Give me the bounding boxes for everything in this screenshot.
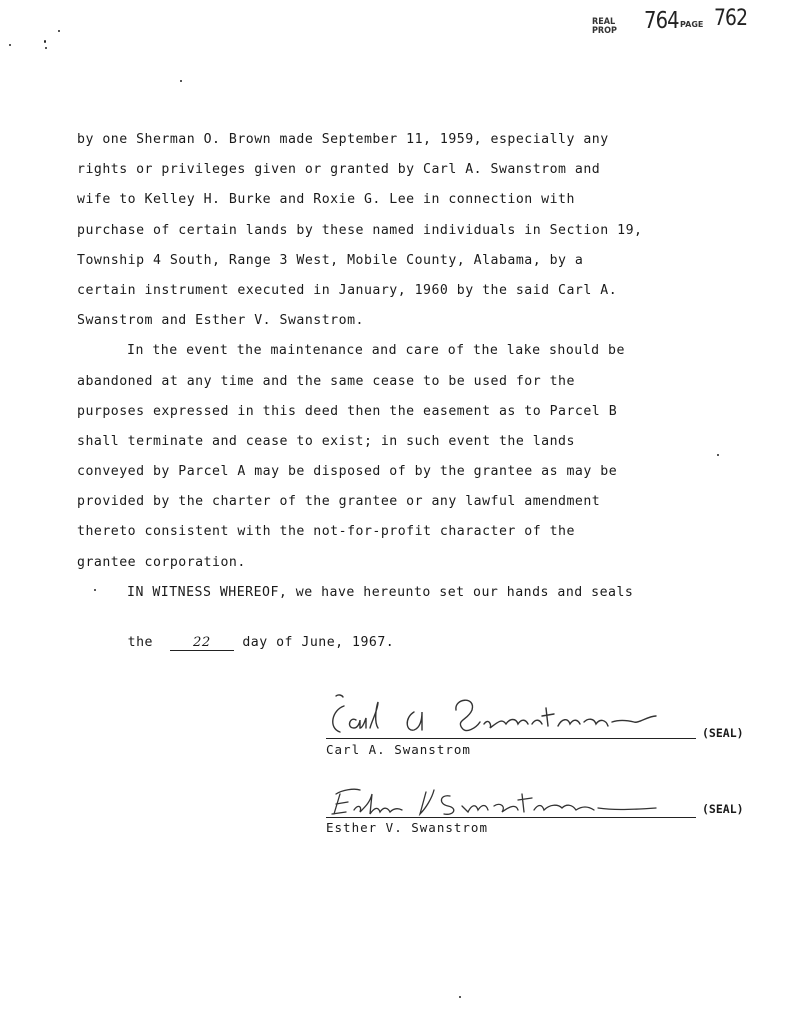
body-line: conveyed by Parcel A may be disposed of by the grantee as may be [77,464,618,480]
body-line: provided by the charter of the grantee or any lawful amendment [77,494,601,510]
body-line: certain instrument executed in January, 1960 by the said Carl A. [77,282,618,298]
deed-body [77,130,737,650]
body-line: Township 4 South, Range 3 West, Mobile County, Alabama, by a [77,252,584,268]
body-line: by one Sherman O. Brown made September 11, 1959, especially any [77,132,609,147]
body-line: Swanstrom and Esther V. Swanstrom. [77,313,364,329]
esther-signature-image [326,780,696,820]
body-line: purposes expressed in this deed then the easement as to Parcel B [77,403,618,419]
body-line: abandoned at any time and the same cease to be used for the [77,373,575,389]
body-line: thereto consistent with the not-for-profit character of the [77,524,575,540]
handwritten-day: 22 [170,636,234,651]
body-line: In the event the maintenance and care of the lake should be [127,343,625,359]
page-number: 762 [714,6,748,31]
body-line: grantee corporation. [77,554,246,570]
body-line: IN WITNESS WHEREOF, we have hereunto set our hands and seals [127,584,634,600]
body-line: purchase of certain lands by these named individuals in Section 19, [77,222,643,238]
signature-line [326,738,696,739]
carl-signature-image [326,688,696,738]
signature-block-carl [326,688,756,757]
date-line: the 22 day of June, 1967. [127,635,395,650]
real-prop-label: REAL PROP [592,17,617,36]
signer-name: Esther V. Swanstrom [326,820,488,835]
signer-name: Carl A. Swanstrom [326,742,471,757]
seal-label: (SEAL) [702,726,744,740]
body-line: wife to Kelley H. Burke and Roxie G. Lee in connection with [77,192,575,208]
body-line: rights or privileges given or granted by Carl A. Swanstrom and [77,162,601,178]
signature-block-esther [326,780,756,840]
seal-label: (SEAL) [702,802,744,816]
page-label: PAGE [680,20,704,29]
signature-line [326,817,696,818]
body-line: shall terminate and cease to exist; in such event the lands [77,433,575,449]
book-number: 764 [644,8,679,34]
